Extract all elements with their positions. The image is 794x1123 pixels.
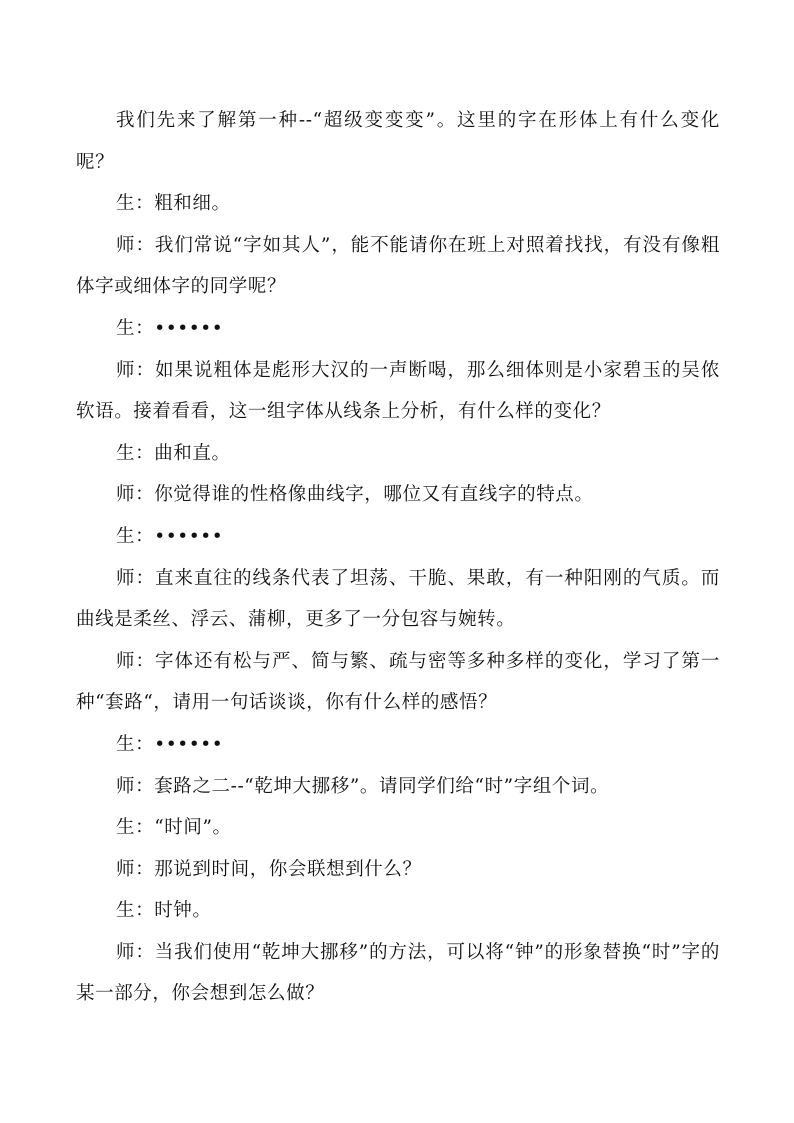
paragraph-teacher-statement: 师：直来直往的线条代表了坦荡、干脆、果敢，有一种阳刚的气质。而曲线是柔丝、浮云、蒲柳，更多了一分包容与婉转。 xyxy=(76,567,720,631)
paragraph-teacher-question: 师：那说到时间，你会联想到什么？ xyxy=(116,858,422,880)
paragraph-intro: 我们先来了解第一种--“超级变变变”。这里的字在形体上有什么变化呢？ xyxy=(76,110,720,173)
paragraph-student-reply: 生：时钟。 xyxy=(116,900,212,922)
paragraph-teacher-question: 师：字体还有松与严、简与繁、疏与密等多种多样的变化，学习了第一种“套路“，请用一句话谈谈，你有什么样的感悟？ xyxy=(76,650,720,714)
paragraph-student-reply: 生：•••••• xyxy=(116,525,224,547)
paragraph-teacher-question: 师：如果说粗体是彪形大汉的一声断喝，那么细体则是小家碧玉的吴侬软语。接着看看，这一组字体从线条上分析，有什么样的变化？ xyxy=(76,359,720,423)
paragraph-teacher-question: 师：我们常说“字如其人”，能不能请你在班上对照着找找，有没有像粗体字或细体字的同学呢？ xyxy=(76,234,720,298)
document-body xyxy=(76,100,720,1015)
paragraph-student-reply: 生：曲和直。 xyxy=(116,442,231,464)
paragraph-student-reply: 生：•••••• xyxy=(116,317,224,339)
paragraph-teacher-question: 师：你觉得谁的性格像曲线字，哪位又有直线字的特点。 xyxy=(116,484,594,506)
paragraph-student-reply: 生：“时间”。 xyxy=(116,817,232,839)
paragraph-teacher-question: 师：套路之二--“乾坤大挪移”。请同学们给“时”字组个词。 xyxy=(116,775,610,797)
paragraph-student-reply: 生：•••••• xyxy=(116,733,224,755)
paragraph-student-reply: 生：粗和细。 xyxy=(116,193,231,215)
paragraph-teacher-question: 师：当我们使用“乾坤大挪移”的方法，可以将“钟”的形象替换“时”字的某一部分，你会想到怎么做？ xyxy=(76,941,720,1005)
